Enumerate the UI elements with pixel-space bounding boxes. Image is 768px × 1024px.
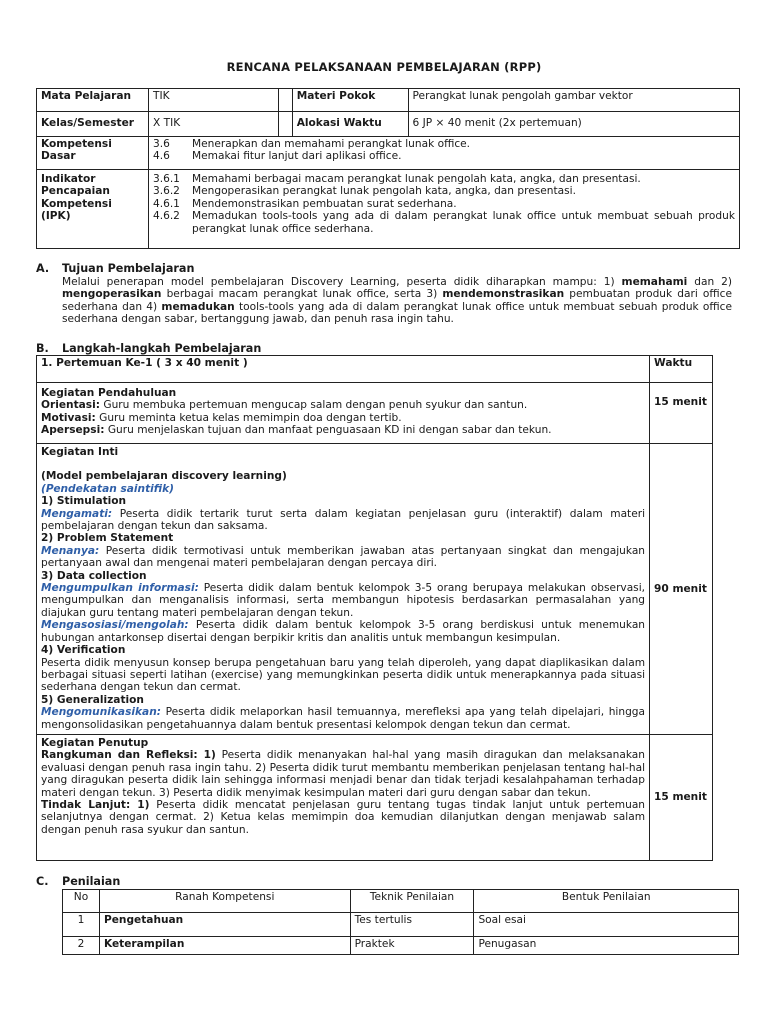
kd-label: Kompetensi Dasar	[37, 137, 149, 170]
kd-list: 3.6 Menerapkan dan memahami perangkat lunak office. 4.6 Memakai fitur lanjut dari aplikasi office.	[148, 137, 739, 170]
penilaian-table	[62, 889, 739, 955]
inti-time: 90 menit	[650, 444, 713, 735]
ipk-label: Indikator Pencapaian Kompetensi (IPK)	[37, 170, 149, 249]
materi-label: Materi Pokok	[292, 89, 408, 112]
section-a-heading: A. Tujuan Pembelajaran	[36, 262, 195, 275]
mapel-label: Mata Pelajaran	[37, 89, 149, 112]
penutup-time: 15 menit	[650, 735, 713, 861]
materi-value: Perangkat lunak pengolah gambar vektor	[408, 89, 739, 112]
mapel-value: TIK	[148, 89, 278, 112]
langkah-table	[36, 355, 713, 861]
kelas-value: X TIK	[148, 112, 278, 137]
page-title: RENCANA PELAKSANAAN PEMBELAJARAN (RPP)	[226, 60, 542, 74]
pendahuluan-cell: Kegiatan Pendahuluan Orientasi: Guru membuka pertemuan mengucap salam dengan penuh syukur dan santun. Motivasi: Guru meminta ketua kelas memimpin doa dengan tertib. Apersepsi: Guru menjelaskan tujuan dan manfaat penguasaan KD ini dengan sabar dan tekun.	[37, 383, 650, 444]
header-no: No	[63, 890, 100, 913]
table-row: 2 Keterampilan Praktek Penugasan	[63, 937, 739, 955]
meeting-title: 1. Pertemuan Ke-1 ( 3 x 40 menit )	[37, 356, 650, 383]
tujuan-paragraph: Melalui penerapan model pembelajaran Discovery Learning, peserta didik diharapkan mampu: 1) memahami dan 2) mengoperasikan berbagai macam perangkat lunak office, serta 3) mendemonstrasikan pembuatan produk dari office sederhana dan 4) memadukan tools-tools yang ada di dalam perangkat lunak office untuk membuat sebuah produk office sederhana dengan sabar, bertanggung jawab, dan penuh rasa ingin tahu.	[62, 276, 732, 326]
header-teknik: Teknik Penilaian	[350, 890, 474, 913]
penutup-cell: Kegiatan Penutup Rangkuman dan Refleksi: 1) Peserta didik menanyakan hal-hal yang masih diragukan dan melaksanakan evaluasi dengan penuh rasa ingin tahu. 2) Peserta didik turut membantu memberikan penjelasan tentang hal-hal yang diragukan peserta didik lain sehingga informasi menjadi benar dan tidak terjadi kesalahpahaman terhadap materi dengan tekun. 3) Peserta didik menyimak kesimpulan materi dari guru dengan sabar dan tekun. Tindak Lanjut: 1) Peserta didik mencatat penjelasan guru tentang tugas tindak lanjut untuk pertemuan selanjutnya dengan cermat. 2) Ketua kelas memimpin doa kemudian dilanjutkan dengan menjawab salam dengan penuh rasa syukur dan santun.	[37, 735, 650, 861]
info-table	[36, 88, 740, 249]
waktu-header: Waktu	[650, 356, 713, 383]
pendahuluan-time: 15 menit	[650, 383, 713, 444]
inti-cell: Kegiatan Inti (Model pembelajaran discovery learning) (Pendekatan saintifik) 1) Stimulation Mengamati: Peserta didik tertarik turut serta dalam kegiatan penjelasan guru (interaktif) dalam materi pembelajaran dengan tekun dan saksama. 2) Problem Statement Menanya: Peserta didik termotivasi untuk memberikan jawaban atas pertanyaan singkat dan mengajukan pertanyaan awal dan mengenai materi pembelajaran dengan percaya diri. 3) Data collection Mengumpulkan informasi: Peserta didik dalam bentuk kelompok 3-5 orang berupaya melakukan observasi, mengumpulkan dan menganalisis informasi, serta membangun hipotesis berdasarkan permasalahan yang diajukan guru tentang materi pembelajaran dengan tekun. Mengasosiasi/mengolah: Peserta didik dalam bentuk kelompok 3-5 orang berdiskusi untuk menemukan hubungan antarkonsep disertai dengan berpikir kritis dan analitis untuk membangun kesimpulan. 4) Verification Peserta didik menyusun konsep berupa pengetahuan baru yang telah diperoleh, yang dapat diaplikasikan dalam berbagai situasi seperti latihan (exercise) yang memungkinkan peserta didik untuk menerapkannya pada situasi sederhana dengan tekun dan cermat. 5) Generalization Mengomunikasikan: Peserta didik melaporkan hasil temuannya, merefleksi apa yang telah dipelajari, hingga mengonsolidasikan pengetahuannya dalam bentuk presentasi kelompok dengan tekun dan cermat.	[37, 444, 650, 735]
alokasi-value: 6 JP × 40 menit (2x pertemuan)	[408, 112, 739, 137]
section-b-heading: B. Langkah-langkah Pembelajaran	[36, 342, 262, 355]
kelas-label: Kelas/Semester	[37, 112, 149, 137]
table-row: 1 Pengetahuan Tes tertulis Soal esai	[63, 913, 739, 937]
section-c-heading: C. Penilaian	[36, 875, 121, 888]
alokasi-label: Alokasi Waktu	[292, 112, 408, 137]
header-bentuk: Bentuk Penilaian	[474, 890, 739, 913]
header-ranah: Ranah Kompetensi	[99, 890, 350, 913]
ipk-list: 3.6.1 Memahami berbagai macam perangkat lunak pengolah kata, angka, dan presentasi. 3.6.2 Mengoperasikan perangkat lunak pengolah kata, angka, dan presentasi. 4.6.1 Mendemonstrasikan pembuatan surat sederhana. 4.6.2 Memadukan tools-tools yang ada di dalam perangkat lunak office untuk membuat sebuah produk perangkat lunak office sederhana.	[148, 170, 739, 249]
